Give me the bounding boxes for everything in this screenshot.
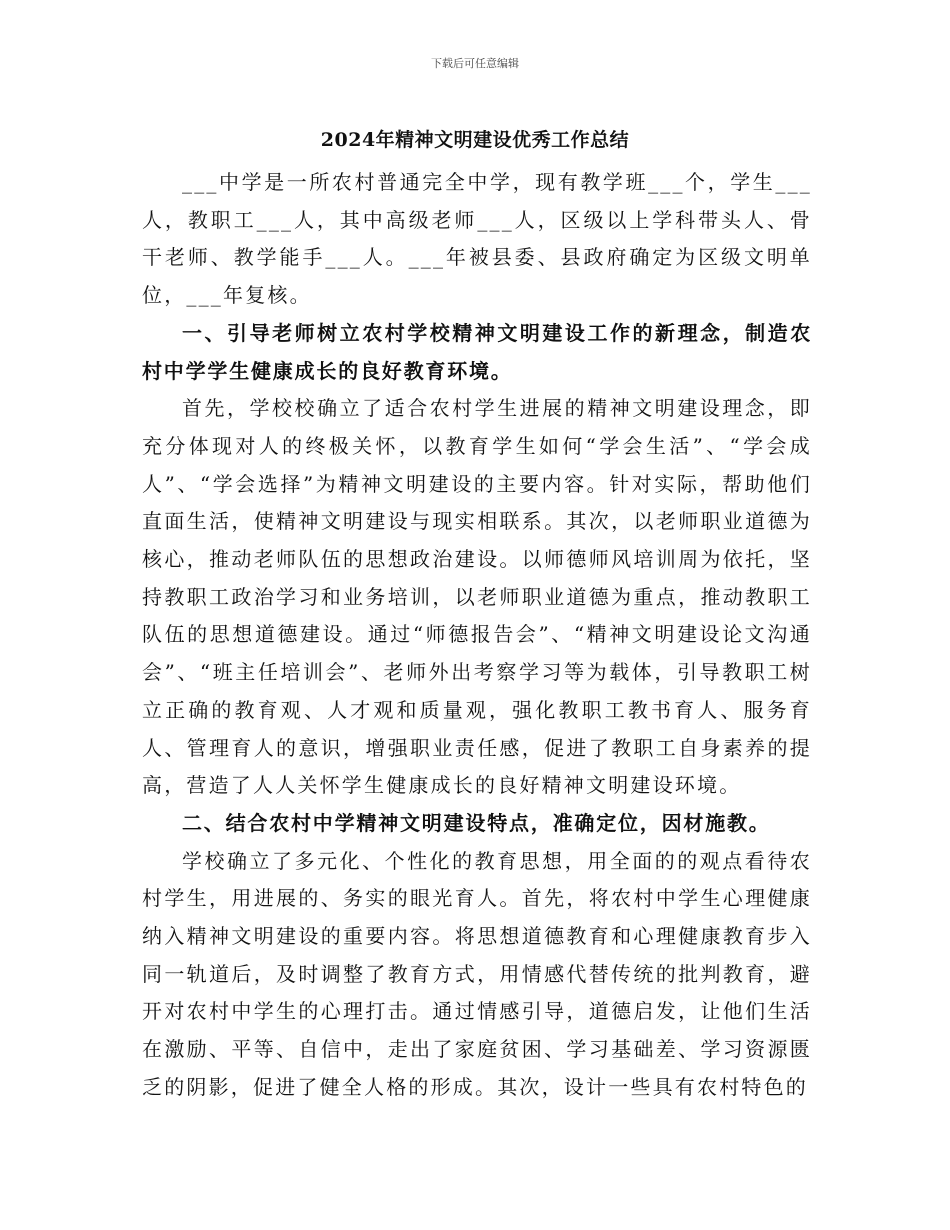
- section-heading-1: 一、引导老师树立农村学校精神文明建设工作的新理念，制造农村中学学生健康成长的良好教育环境。: [142, 320, 812, 383]
- header-note: 下载后可任意编辑: [431, 57, 519, 70]
- paragraph-intro: ___中学是一所农村普通完全中学，现有教学班___个，学生___人，教职工___人，其中高级老师___人，区级以上学科带头人、骨干老师、教学能手___人。___年被县委、县政府确定为区级文明单位，___年复核。: [142, 170, 812, 308]
- document-title: 2024年精神文明建设优秀工作总结: [320, 129, 630, 151]
- document-body: [142, 164, 812, 1107]
- section-heading-2: 二、结合农村中学精神文明建设特点，准确定位，因材施教。: [182, 810, 771, 835]
- paragraph-section-1: 首先，学校校确立了适合农村学生进展的精神文明建设理念，即充分体现对人的终极关怀，以教育学生如何“学会生活”、“学会成人”、“学会选择”为精神文明建设的主要内容。针对实际，帮助他们直面生活，使精神文明建设与现实相联系。其次，以老师职业道德为核心，推动老师队伍的思想政治建设。以师德师风培训周为依托，坚持教职工政治学习和业务培训，以老师职业道德为重点，推动教职工队伍的思想道德建设。通过“师德报告会”、“精神文明建设论文沟通会”、“班主任培训会”、老师外出考察学习等为载体，引导教职工树立正确的教育观、人才观和质量观，强化教职工教书育人、服务育人、管理育人的意识，增强职业责任感，促进了教职工自身素养的提高，营造了人人关怀学生健康成长的良好精神文明建设环境。: [142, 396, 812, 798]
- paragraph-section-2: 学校确立了多元化、个性化的教育思想，用全面的的观点看待农村学生，用进展的、务实的眼光育人。首先，将农村中学生心理健康纳入精神文明建设的重要内容。将思想道德教育和心理健康教育步入同一轨道后，及时调整了教育方式，用情感代替传统的批判教育，避开对农村中学生的心理打击。通过情感引导，道德启发，让他们生活在激励、平等、自信中，走出了家庭贫困、学习基础差、学习资源匮乏的阴影，促进了健全人格的形成。其次，设计一些具有农村特色的: [142, 848, 812, 1099]
